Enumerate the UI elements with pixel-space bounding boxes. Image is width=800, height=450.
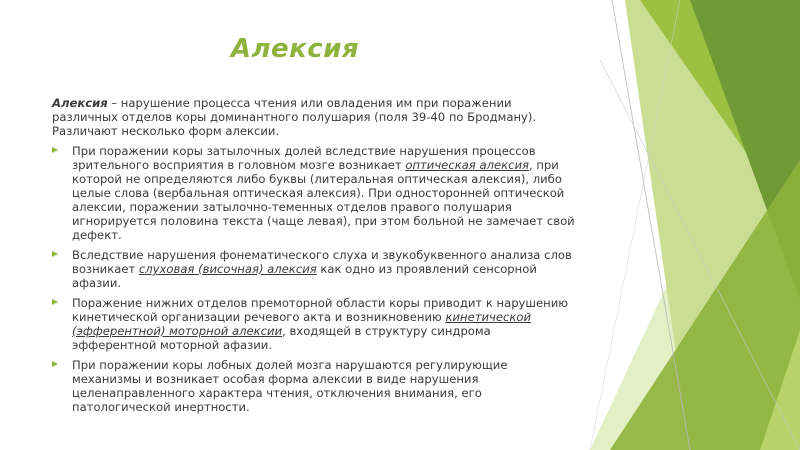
- bullet-term: слуховая (височная) алексия: [138, 262, 317, 276]
- intro-term: Алексия: [52, 96, 108, 110]
- intro-paragraph: [52, 96, 577, 138]
- bullet-text-before: Вследствие нарушения фонематического слуха и звукобуквенного анализа слов возникает: [72, 248, 572, 276]
- bullet-arrow-icon: [52, 251, 58, 257]
- bullet-term: оптическая алексия: [405, 158, 529, 172]
- bullet-arrow-icon: [52, 361, 58, 367]
- bullet-text-after: , при которой не определяются либо буквы (литеральная оптическая алексия), либо целые слова (вербальная оптическая алексия). При односторонней оптической алексии, поражении затылочно-теменных отделов правого полушария игнорируется половина текста (чаще левая), при этом больной не замечает свой дефект.: [72, 158, 575, 242]
- bullet-text-before: Поражение нижних отделов премоторной области коры приводит к нарушению кинетической организации речевого акта и возникновению: [72, 296, 569, 324]
- bullet-text-before: При поражении коры затылочных долей вследствие нарушения процессов зрительного восприятия в головном мозге возникает: [72, 144, 536, 172]
- bullet-text-after: , входящей в структуру синдрома эфферентной моторной афазии.: [72, 324, 491, 352]
- bullet-arrow-icon: [52, 147, 58, 153]
- bullet-item: [52, 248, 577, 290]
- slide-title: Алексия: [230, 34, 360, 64]
- bullet-term: кинетической (эфферентной) моторной алексии: [72, 310, 531, 338]
- bullet-text-before: При поражении коры лобных долей мозга нарушаются регулирующие механизмы и возникает особая форма алексии в виде нарушения целенаправленного характера чтения, отключения внимания, его патологической инертности.: [72, 358, 508, 414]
- bullet-item: [52, 358, 577, 414]
- intro-text: – нарушение процесса чтения или овладения им при поражении различных отделов коры доминантного полушария (поля 39-40 по Бродману). Различают несколько форм алексии.: [52, 96, 537, 138]
- bullet-text-after: как одно из проявлений сенсорной афазии.: [72, 262, 537, 290]
- bullet-arrow-icon: [52, 299, 58, 305]
- bullet-item: [52, 144, 577, 242]
- bullet-item: [52, 296, 577, 352]
- slide-content: [52, 96, 577, 420]
- bullet-list: [52, 144, 577, 414]
